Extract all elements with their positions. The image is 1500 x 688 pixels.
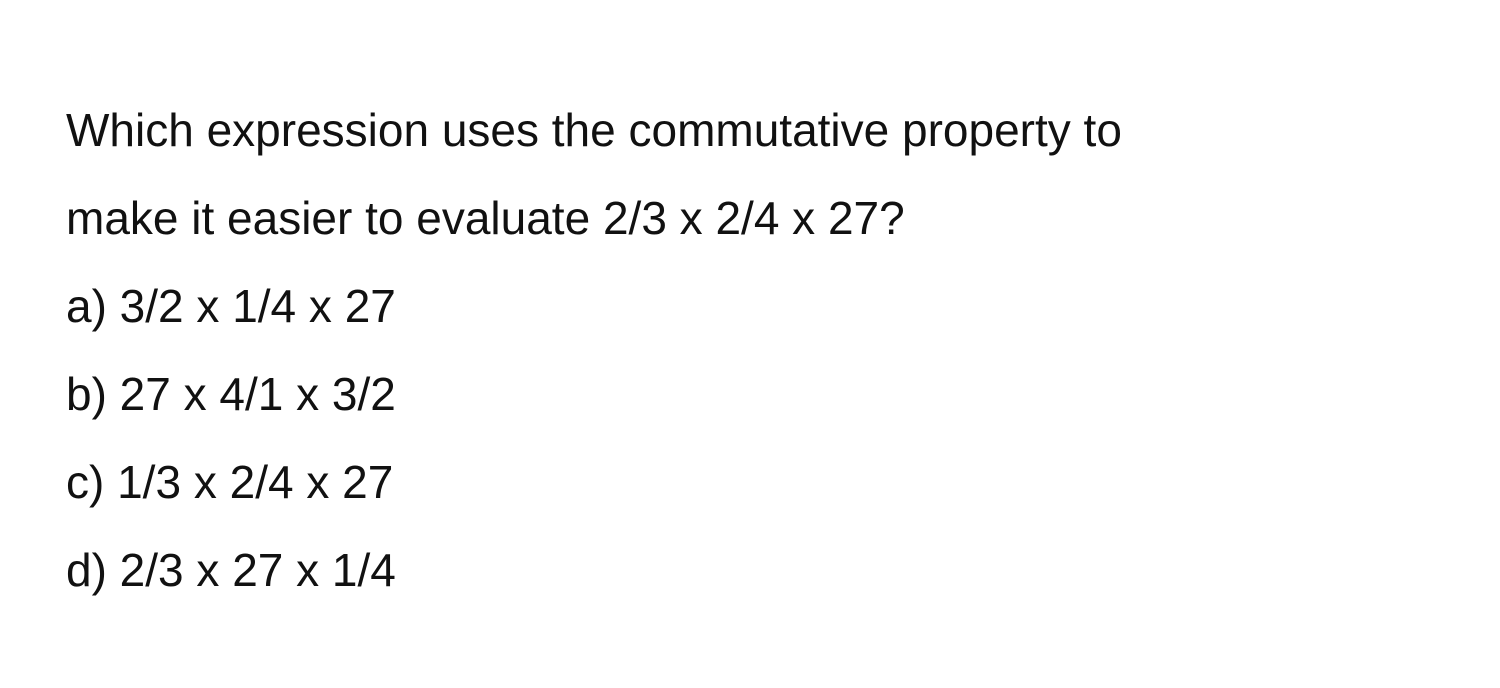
option-c: c) 1/3 x 2/4 x 27: [66, 456, 394, 508]
question-text-line-1: Which expression uses the commutative property to: [66, 104, 1122, 156]
option-a: a) 3/2 x 1/4 x 27: [66, 280, 396, 332]
option-d: d) 2/3 x 27 x 1/4: [66, 544, 396, 596]
question-text-line-2: make it easier to evaluate 2/3 x 2/4 x 27?: [66, 192, 905, 244]
option-b: b) 27 x 4/1 x 3/2: [66, 368, 396, 420]
question-document: [66, 86, 1466, 614]
